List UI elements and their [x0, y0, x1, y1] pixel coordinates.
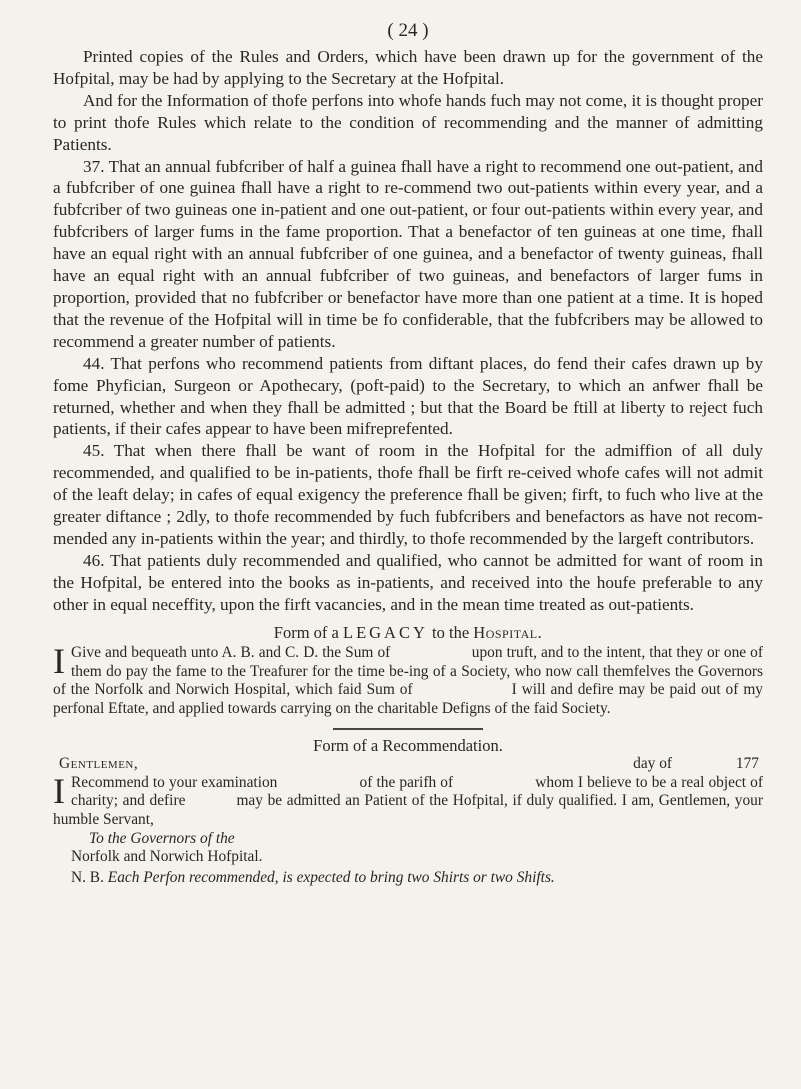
rule-46-paragraph: 46. That patients duly recommended and qualified, who cannot be admitted for want of room in the Hofpital, be entered into the books as in-patients, and received into the houfe preferable to any other in equal neceffity, upon the firft vacancies, and in the mean time treated as out-patients.: [53, 550, 763, 614]
page-number: ( 24 ): [387, 20, 429, 41]
date-label: day of: [633, 755, 673, 773]
page-text: [53, 0, 767, 887]
legacy-heading-word: LEGACY: [342, 622, 428, 642]
note-bene: [53, 869, 763, 888]
nb-text: Each Perfon recommended, is expected to bring two Shirts or two Shifts.: [107, 868, 555, 886]
recommendation-body: [53, 770, 767, 830]
recommendation-heading: Form of a Recommendation.: [313, 735, 503, 755]
recommendation-dropcap: I: [53, 770, 65, 811]
rule-37-paragraph: 37. That an annual fubfcriber of half a guinea fhall have a right to recommend one out-patient, and a fubfcriber of one guinea fhall have a right to re-commend two out-patients within every year, and a fubfcriber of two guineas one in-patient and one out-patient, or four out-patients within every year, and fubfcribers of larger fums in the fame proportion. That a benefactor of ten guineas at one time, fhall have an equal right with an annual fubfcriber of one guinea, and a benefactor of twenty guineas, fhall have an equal right with an annual fubfcriber of two guineas, and benefactors of larger fums in proportion, provided that no fubfcriber or benefactor have more than one patient at a time. It is hoped that the revenue of the Hofpital will in time be fo confiderable, that the fubfcribers may be allowed to recommend a greater number of patients.: [53, 156, 763, 351]
rule-44-paragraph: 44. That perfons who recommend patients from diftant places, do fend their cafes drawn up by fome Phyfician, Surgeon or Apothecary, (poft-paid) to the Secretary, to which an anfwer fhall be returned, whether and when they fhall be admitted ; but that the Board be ftill at liberty to reject fuch patients, if their cafes appear to have been mifreprefented.: [53, 353, 763, 439]
nb-label: N. B.: [71, 868, 104, 886]
date-line: [633, 755, 763, 774]
section-divider: [333, 728, 483, 730]
address-line-1: To the Governors of the: [89, 829, 235, 847]
legacy-heading: [53, 624, 763, 643]
legacy-form: [53, 622, 767, 719]
address-line-2: Norfolk and Norwich Hofpital.: [71, 848, 263, 866]
legacy-text: Give and bequeath unto A. B. and C. D. the Sum of upon truft, and to the intent, that they or one of them do pay the fame to the Treafurer for the time be-ing of a Society, who now call themfelves the Governors of the Norfolk and Norwich Hospital, which faid Sum of I will and defire may be paid out of my perfonal Eftate, and applied towards carrying on the charitable Defigns of the faid Society.: [53, 644, 767, 717]
legacy-dropcap: I: [53, 641, 65, 682]
recommendation-text: Recommend to your examination of the parifh of whom I believe to be a real object of charity; and defire may be admitted an Patient of the Hofpital, if duly qualified. I am, Gentlemen, your humble Servant,: [53, 773, 767, 828]
legacy-heading-mid: to the: [432, 622, 470, 642]
intro-paragraph: Printed copies of the Rules and Orders, which have been drawn up for the government of the Hofpital, may be had by applying to the Secretary at the Hofpital.: [53, 47, 763, 88]
information-paragraph: And for the Information of thofe perfons into whofe hands fuch may not come, it is thought proper to print thofe Rules which relate to the condition of recommending and the manner of admitting Patients.: [53, 90, 763, 154]
rule-45-paragraph: 45. That when there fhall be want of room in the Hofpital for the admiffion of all duly recommended, and qualified to be in-patients, thofe fhall be firft re-ceived whofe cafes will not admit of the leaft delay; in cafes of equal exigency the preference fhall be given; firft, to fuch who live at the greater diftance ; 2dly, to thofe recommended by fuch fubfcribers and benefactors as have not recom-mended any in-patients within the year; and thirdly, to thofe recommended by the largeft contributors.: [53, 441, 763, 548]
recommendation-form: [53, 735, 767, 888]
legacy-heading-end: Hospital.: [473, 622, 543, 642]
salutation-row: [53, 755, 763, 774]
salutation: Gentlemen,: [59, 755, 139, 773]
year: 177: [735, 755, 759, 773]
legacy-heading-pre: Form of a: [273, 622, 339, 642]
legacy-body: [53, 641, 767, 718]
